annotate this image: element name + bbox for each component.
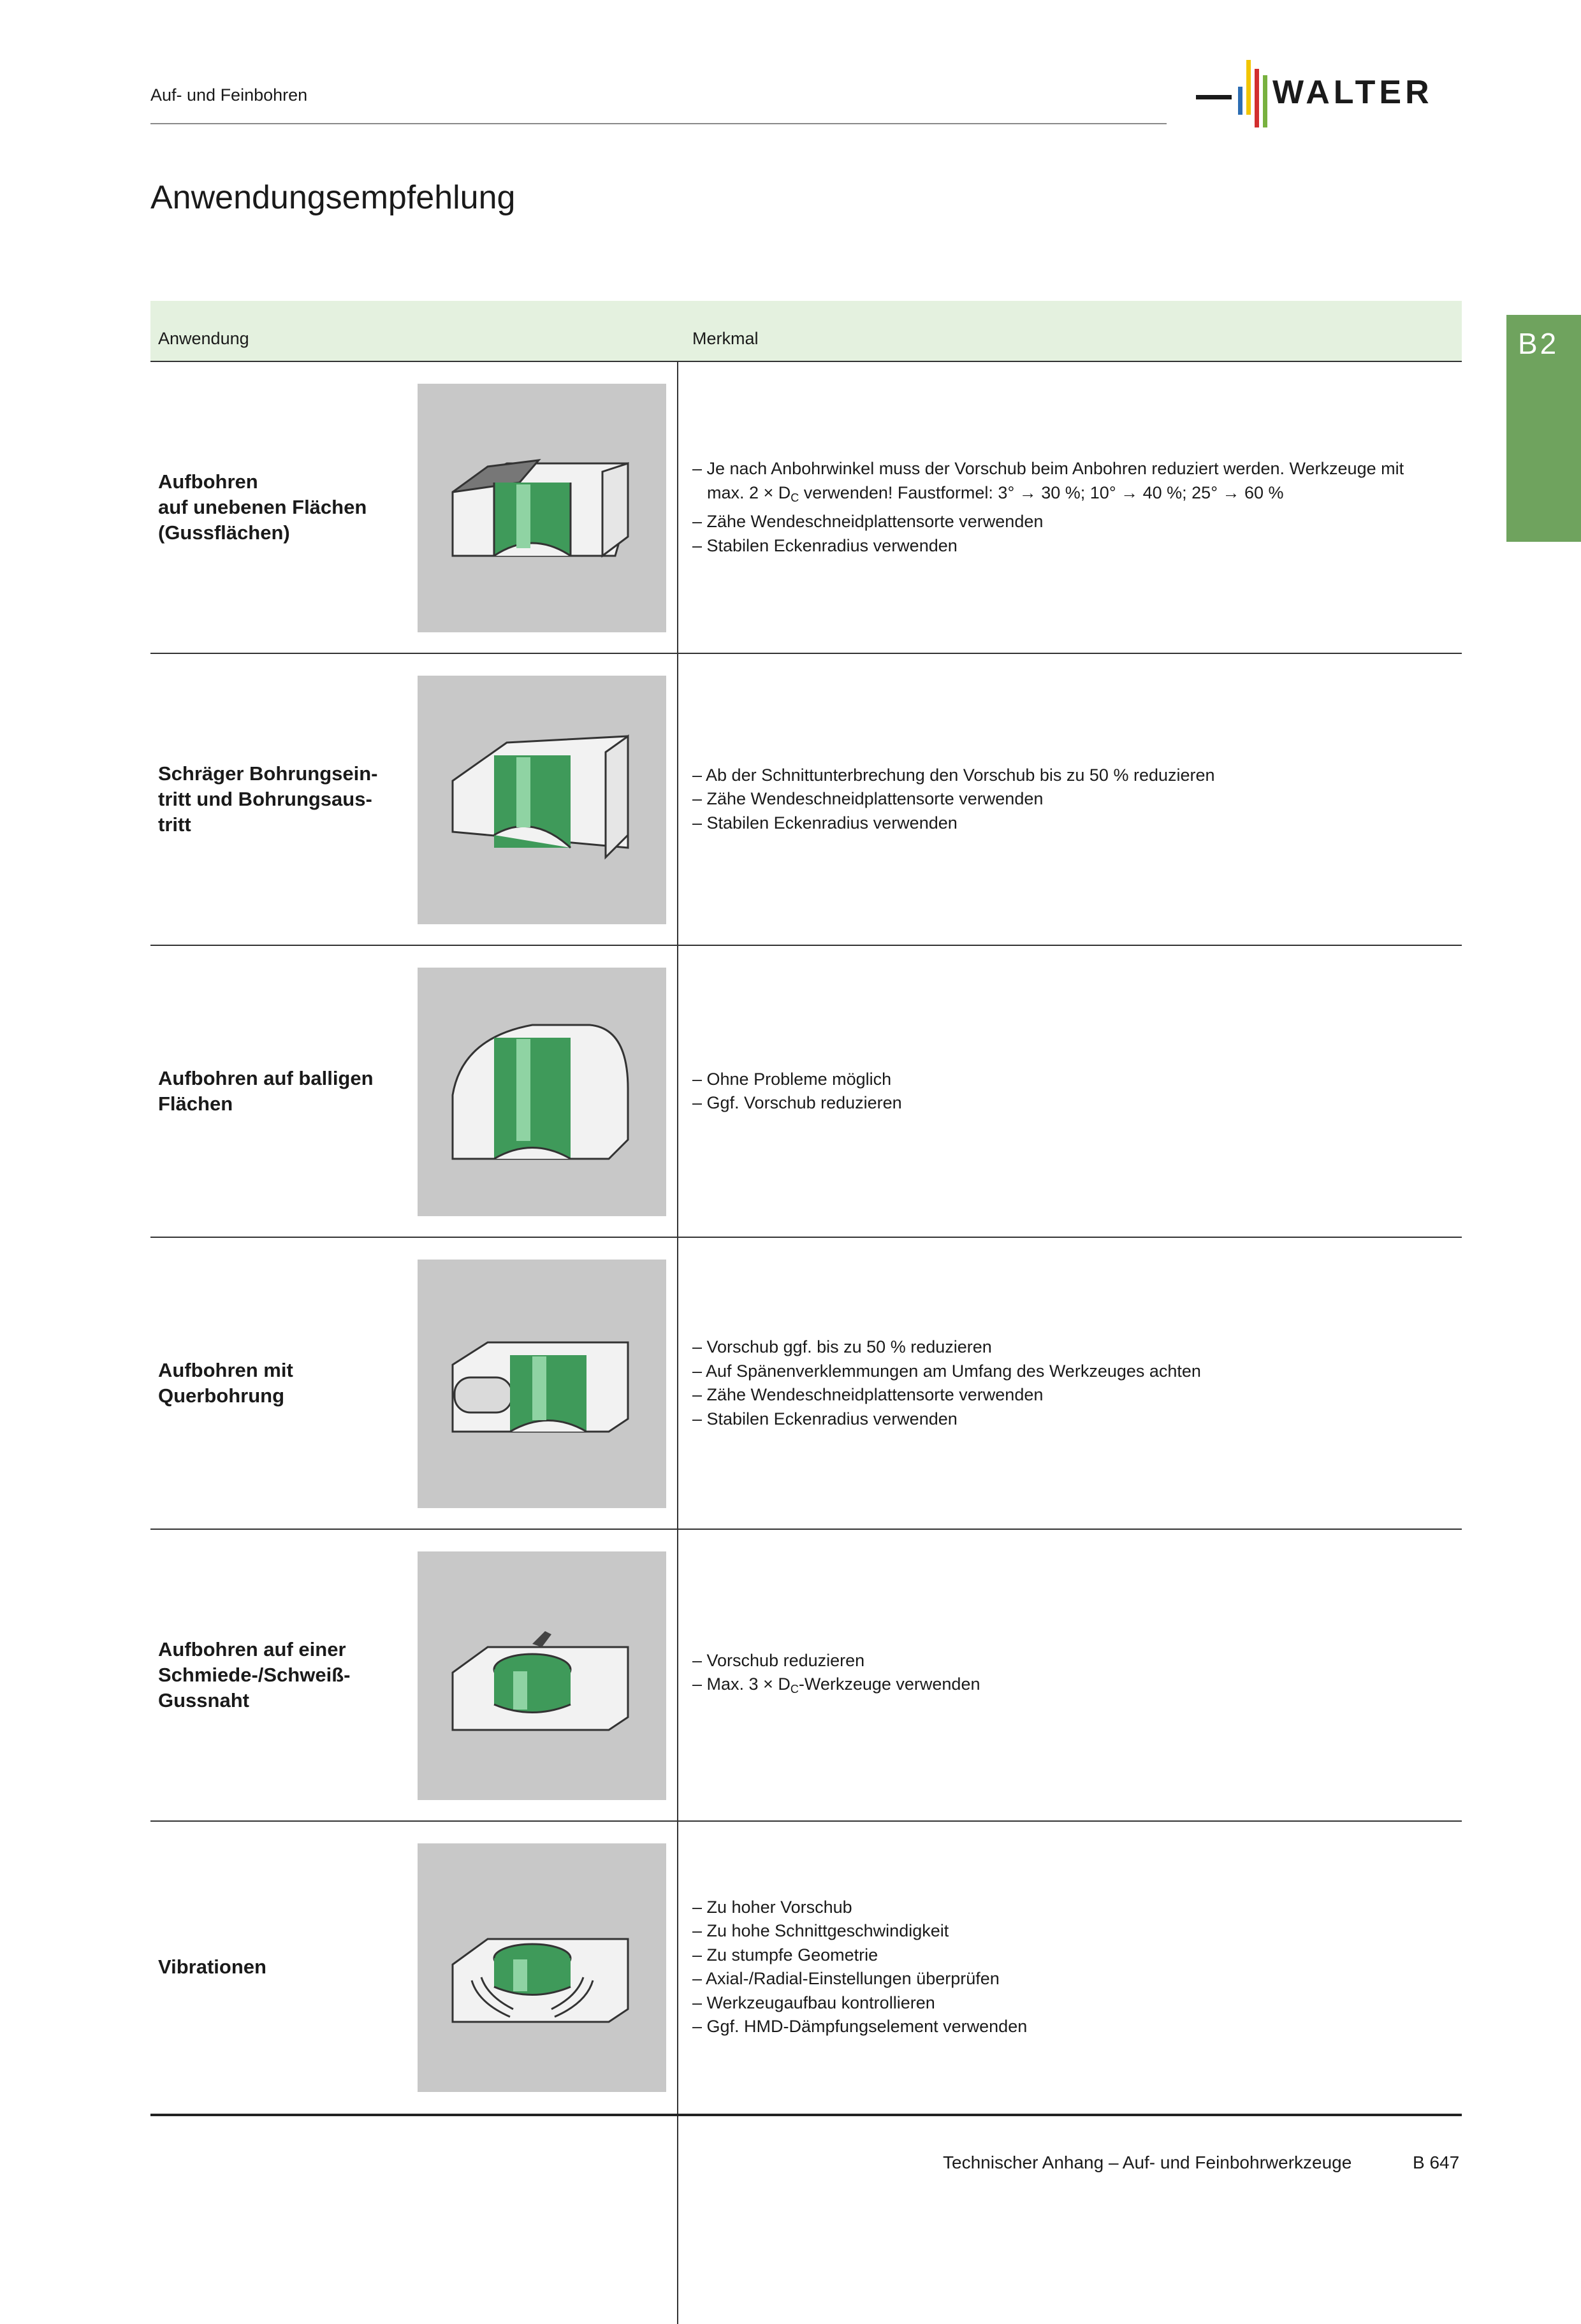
weld-seam-icon [418,1551,666,1800]
merkmal-line: – Zu hohe Schnittgeschwindigkeit [692,1921,949,1940]
application-label: Vibrationen [158,1956,266,1978]
chapter-tab-label: B2 [1518,327,1559,360]
merkmal-line: max. $2 \times D_C$ verwenden! Faustformel: 3° → 30 %; 10° → 40 %; 25° → 60 % [707,483,1284,504]
table-row [150,946,1462,1238]
application-label: Aufbohren mit Querbohrung [158,1359,293,1407]
merkmal-line: – Auf Spänenverklemmungen am Umfang des Werkzeuges achten [692,1361,1201,1381]
merkmal-line: – Je nach Anbohrwinkel muss der Vorschub beim Anbohren reduziert werden. Werkzeuge mit [692,459,1404,478]
header-divider [150,123,1167,124]
cross-hole-icon [418,1260,666,1508]
merkmal-cell [692,1530,1451,1820]
merkmal-line: – Axial-/Radial-Einstellungen überprüfen [692,1969,1000,1988]
table-row [150,1530,1462,1822]
table-row [150,654,1462,946]
convex-surface-icon [418,968,666,1216]
oblique-entry-icon [418,676,666,924]
application-table [150,301,1462,2116]
merkmal-line: – Ggf. HMD-Dämpfungselement verwenden [692,2017,1028,2036]
application-label: Schräger Bohrungsein- tritt und Bohrungsaus- tritt [158,762,378,836]
vibration-icon [418,1843,666,2092]
page-number: B 647 [1413,2153,1460,2172]
merkmal-cell [692,654,1451,945]
merkmal-line: – Vorschub ggf. bis zu 50 % reduzieren [692,1337,992,1356]
table-row [150,1822,1462,2116]
table-row [150,362,1462,654]
merkmal-line: – Zähe Wendeschneidplattensorte verwenden [692,512,1044,531]
merkmal-line: – Werkzeugaufbau kontrollieren [692,1993,935,2012]
application-label: Aufbohren auf balligen Flächen [158,1067,374,1115]
merkmal-line: – Max. $3 \times D_C$-Werkzeuge verwenden [692,1674,980,1696]
walter-logo [1196,59,1462,129]
table-row [150,1238,1462,1530]
merkmal-line: – Vorschub reduzieren [692,1650,865,1670]
merkmal-line: – Zu hoher Vorschub [692,1897,852,1917]
merkmal-cell [692,362,1451,653]
section-label: Auf- und Feinbohren [150,85,308,105]
walter-logo-text: WALTER [1272,74,1433,111]
table-header [150,301,1462,362]
application-label: Aufbohren auf einer Schmiede-/Schweiß- Gussnaht [158,1638,351,1711]
column-header-anwendung: Anwendung [158,329,249,348]
merkmal-line: – Ggf. Vorschub reduzieren [692,1093,902,1112]
merkmal-line: – Stabilen Eckenradius verwenden [692,1409,958,1428]
application-label: Aufbohren auf unebenen Flächen (Gussflächen) [158,470,367,544]
column-header-merkmal: Merkmal [692,329,759,348]
merkmal-line: – Zähe Wendeschneidplattensorte verwenden [692,1385,1044,1404]
merkmal-line: – Zu stumpfe Geometrie [692,1945,878,1965]
merkmal-cell [692,1238,1451,1529]
rough-cast-surface-icon [418,384,666,632]
footer-title: Technischer Anhang – Auf- und Feinbohrwerkzeuge [943,2153,1352,2172]
merkmal-cell [692,946,1451,1237]
page-title: Anwendungsempfehlung [150,179,516,216]
merkmal-line: – Stabilen Eckenradius verwenden [692,535,958,555]
merkmal-line: – Zähe Wendeschneidplattensorte verwenden [692,789,1044,809]
merkmal-cell [692,1822,1451,2112]
merkmal-line: – Ab der Schnittunterbrechung den Vorschub bis zu 50 % reduzieren [692,765,1215,785]
merkmal-line: – Ohne Probleme möglich [692,1069,892,1089]
merkmal-line: – Stabilen Eckenradius verwenden [692,813,958,832]
chapter-tab[interactable] [1506,315,1581,542]
